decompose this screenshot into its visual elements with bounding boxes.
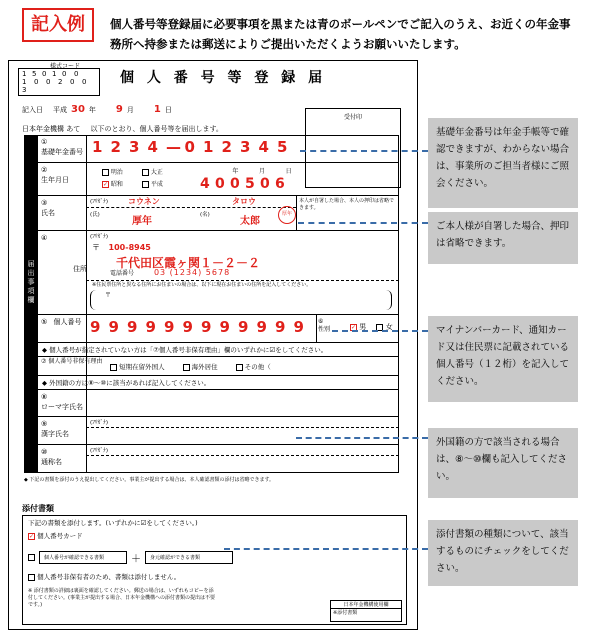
- pension-digit: 1: [92, 138, 103, 156]
- attach-title: 添付書類: [22, 504, 54, 513]
- code-box: [18, 68, 100, 96]
- date-era: 平成: [53, 106, 67, 114]
- zip-mark-2: 〒: [105, 292, 112, 299]
- kana-first: タロウ: [232, 197, 256, 206]
- row5-num: ⑤: [41, 318, 48, 326]
- addressee-note: 以下のとおり、個人番号等を届出します。: [90, 125, 223, 133]
- date-day-unit: 日: [164, 106, 172, 114]
- row10-num: ⑩: [41, 448, 48, 456]
- unit-day: 日: [285, 168, 292, 175]
- row9-num: ⑨: [41, 420, 48, 428]
- footnote: ◆ 下記の書類を添付のうえ提出してください。事業主が提出する場合は、本人確認書類の添付は省略できます。: [24, 477, 275, 483]
- sei-label: (氏): [90, 212, 100, 218]
- row2-num: ②: [41, 166, 48, 174]
- era-heisei[interactable]: 平成: [142, 179, 182, 191]
- birthdate-digit: 5: [245, 176, 255, 192]
- form-title: 個 人 番 号 等 登 録 届: [120, 70, 327, 86]
- name-last: 厚年: [132, 216, 152, 227]
- zip-row: [92, 242, 151, 253]
- row7-label: [41, 358, 102, 366]
- birthdate-digit: 0: [215, 176, 225, 192]
- attach-note: ※ 添付書類の詳細は裏面を確認してください。郵送の場合は、いずれもコピーを添付してください。(事業主が提出する場合、日本年金機構への添付書類の提出は不要です。): [28, 588, 215, 608]
- birthdate-digit: 6: [275, 176, 285, 192]
- pension-digit: 5: [277, 138, 288, 156]
- era-showa-checkbox[interactable]: ✓: [103, 181, 109, 188]
- my-number-digit: 9: [201, 318, 212, 336]
- row5-digits: [90, 318, 330, 338]
- my-number-digit: 9: [293, 318, 304, 336]
- date-month: 9: [115, 104, 123, 115]
- row3-note: 本人が自署した場合、本人の押印は省略できます。: [299, 198, 395, 211]
- row8-label: [41, 392, 83, 412]
- attach-opt3[interactable]: [28, 572, 180, 581]
- row4-furigana-label: (ﾌﾘｶﾞﾅ): [90, 234, 109, 240]
- row2-units: [222, 166, 302, 175]
- row8-note: ◆ 外国籍の方は⑧～⑩に該当があれば記入してください。: [42, 379, 211, 387]
- connector-5: [224, 548, 428, 550]
- phone-label: 電話番号: [110, 270, 135, 277]
- pension-digit: 4: [258, 138, 269, 156]
- zip-mark: 〒: [92, 243, 100, 252]
- birthdate-digit: 4: [200, 176, 210, 192]
- connector-1: [300, 150, 428, 152]
- connector-4: [296, 437, 428, 439]
- row10-furigana-label: (ﾌﾘｶﾞﾅ): [90, 448, 109, 454]
- office-label-2: ※添付書類: [333, 610, 358, 616]
- row10-text: 通称名: [41, 458, 62, 466]
- pension-digit: 2: [221, 138, 232, 156]
- code-digit: 1: [22, 78, 27, 86]
- row8-text: ローマ字氏名: [41, 403, 83, 411]
- attach-opt3-label: 個人番号非保有者のため、書類は添付しません。: [37, 573, 181, 581]
- era-heisei-checkbox[interactable]: [142, 181, 149, 188]
- my-number-digit: 9: [238, 318, 249, 336]
- my-number-digit: 9: [182, 318, 193, 336]
- kana-last: コウネン: [128, 197, 160, 206]
- row7-text: 個人番号非保有理由: [48, 358, 103, 365]
- my-number-digit: 9: [90, 318, 101, 336]
- my-number-digit: 9: [275, 318, 286, 336]
- pension-digit: 1: [203, 138, 214, 156]
- date-day: 1: [153, 104, 161, 115]
- row2-digits: [200, 176, 300, 194]
- code-digit: 3: [22, 86, 27, 94]
- era-taisho-checkbox[interactable]: [142, 169, 149, 176]
- attach-opt1-label: 個人番号カード: [37, 532, 83, 540]
- stamp-label: 受付印: [343, 114, 362, 121]
- date-year-unit: 年: [88, 106, 96, 114]
- code-digit: 0: [42, 70, 47, 78]
- birthdate-digit: 0: [230, 176, 240, 192]
- sex-label: [318, 318, 330, 334]
- addressee: [22, 124, 223, 134]
- code-digit: 0: [46, 78, 51, 86]
- address: 千代田区霞ヶ関１－２－２: [116, 256, 261, 270]
- my-number-digit: 9: [256, 318, 267, 336]
- date-month-unit: 月: [126, 106, 134, 114]
- row1-text: 基礎年金番号: [41, 148, 83, 156]
- zip-code: 100-8945: [108, 243, 151, 252]
- my-number-digit: 9: [145, 318, 156, 336]
- unit-month: 月: [258, 168, 265, 175]
- birthdate-digit: 0: [260, 176, 270, 192]
- my-number-digit: 9: [219, 318, 230, 336]
- attach-opt1-checkbox[interactable]: ✓: [29, 532, 35, 540]
- code-digit: 1: [52, 70, 57, 78]
- code-digit: 1: [22, 70, 27, 78]
- reason-short-term[interactable]: 短期在留外国人: [110, 362, 165, 371]
- date-row: [22, 104, 172, 115]
- my-number-digit: 9: [164, 318, 175, 336]
- connector-3: [332, 330, 428, 332]
- pension-digit: 0: [184, 138, 195, 156]
- office-use-box: [330, 600, 402, 622]
- row6-note: ◆ 個人番号が指定されていない方は「⑦個人番号非保有理由」欄のいずれかに☑をしてください。: [42, 346, 328, 354]
- row3-num: ③: [41, 199, 48, 207]
- pension-digit: 2: [110, 138, 121, 156]
- callout-my-number: マイナンバーカード、通知カード又は住民票に記載されている個人番号（１２桁）を記入してください。: [428, 316, 578, 402]
- my-number-digit: 9: [108, 318, 119, 336]
- row3-label: [41, 198, 55, 218]
- sex-male-checkbox[interactable]: ✓: [351, 323, 357, 331]
- my-number-digit: 9: [127, 318, 138, 336]
- code-digit: 0: [34, 78, 39, 86]
- sex-text: 性別: [318, 326, 331, 333]
- connector-2: [298, 222, 428, 224]
- attach-opt2a: 個人番号が確認できる書類: [39, 551, 127, 564]
- row4-num: ④: [41, 234, 48, 242]
- date-label: 記入日: [22, 106, 43, 114]
- alt-address-box[interactable]: [90, 290, 392, 310]
- era-taisho[interactable]: 大正: [142, 167, 182, 179]
- row2-eras: [102, 167, 182, 191]
- example-label: 記入例: [22, 8, 94, 42]
- code-digit: 0: [62, 70, 67, 78]
- pension-digit: 3: [240, 138, 251, 156]
- date-year: 30: [71, 104, 85, 115]
- code-digit: 0: [74, 70, 79, 78]
- row3-furigana-label: (ﾌﾘｶﾞﾅ): [90, 199, 109, 205]
- pension-digit: —: [166, 138, 181, 156]
- callout-pension-number: 基礎年金番号は年金手帳等で確認できますが、わからない場合は、事業所のご担当者様にご照会ください。: [428, 118, 578, 208]
- attach-intro: 下記の書類を添付します。(いずれかに☑をしてください。): [28, 519, 198, 527]
- code-digit: 0: [82, 78, 87, 86]
- reason-overseas[interactable]: 海外居住: [183, 362, 218, 371]
- pension-digit: 4: [147, 138, 158, 156]
- era-showa[interactable]: ✓ 昭和: [103, 181, 123, 188]
- row2-label: [41, 165, 69, 185]
- attach-opt2[interactable]: [28, 550, 233, 565]
- seal-icon: 厚年: [278, 206, 296, 224]
- mei-label: (名): [200, 212, 210, 218]
- row9-label: [41, 419, 69, 439]
- band-label: 届出事項欄: [27, 260, 35, 304]
- row9-text: 漢字氏名: [41, 430, 69, 438]
- office-label-1: 日本年金機構使用欄: [331, 601, 401, 609]
- attach-opt2b: 身元確認ができる書類: [145, 551, 233, 564]
- era-meiji[interactable]: 明治: [102, 167, 142, 179]
- name-first: 太郎: [240, 216, 260, 227]
- sex-num: ⑥: [318, 318, 324, 325]
- callout-seal: ご本人様が自署した場合、押印は省略できます。: [428, 212, 578, 264]
- row7-options: [110, 362, 271, 371]
- row10-label: [41, 447, 62, 467]
- callout-attachments: 添付書類の種類について、該当するものにチェックをしてください。: [428, 520, 578, 586]
- row4-text: 住所: [73, 265, 87, 273]
- plus-icon: ＋: [131, 554, 141, 565]
- row2-text: 生年月日: [41, 176, 69, 184]
- addressee-name: 日本年金機構 あて: [22, 125, 81, 133]
- row5-text: 個人番号: [53, 318, 82, 326]
- row1-label: [41, 137, 83, 157]
- code-digit: 2: [58, 78, 63, 86]
- row1-num: ①: [41, 138, 48, 146]
- row7-num: ⑦: [41, 358, 47, 365]
- row8-num: ⑧: [41, 393, 48, 401]
- row1-digits: [92, 138, 302, 158]
- sex-female-label: 女: [385, 323, 393, 331]
- attach-opt2-checkbox[interactable]: [28, 554, 35, 561]
- pension-digit: 3: [129, 138, 140, 156]
- callout-foreign: 外国籍の方で該当される場合は、⑧～⑩欄も記入してください。: [428, 428, 578, 498]
- attach-opt3-checkbox[interactable]: [28, 574, 35, 581]
- sex-male-label: 男: [359, 323, 367, 331]
- row4-note: ※住民票住所と異なる住所にお住まいの場合は、以下に現在お住まいの住所を記入してください。: [92, 282, 312, 288]
- phone-row: [110, 268, 230, 277]
- unit-year: 年: [232, 168, 239, 175]
- row3-text: 氏名: [41, 209, 55, 217]
- row5-label: [41, 317, 82, 327]
- code-digit: 0: [70, 78, 75, 86]
- row9-furigana-label: (ﾌﾘｶﾞﾅ): [90, 420, 109, 426]
- row4-label: [41, 233, 47, 243]
- code-digit: 5: [32, 70, 37, 78]
- attach-opt1[interactable]: [28, 531, 83, 540]
- intro-text: 個人番号等登録届に必要事項を黒または青のボールペンでご記入のうえ、お近くの年金事務所へ持参または郵送によりご提出いただくようお願いいたします。: [110, 17, 571, 51]
- code-label: 様式コード: [50, 63, 81, 70]
- era-meiji-checkbox[interactable]: [102, 169, 109, 176]
- phone-value: 03 (1234) 5678: [153, 268, 231, 277]
- reason-other[interactable]: その他（: [236, 362, 271, 371]
